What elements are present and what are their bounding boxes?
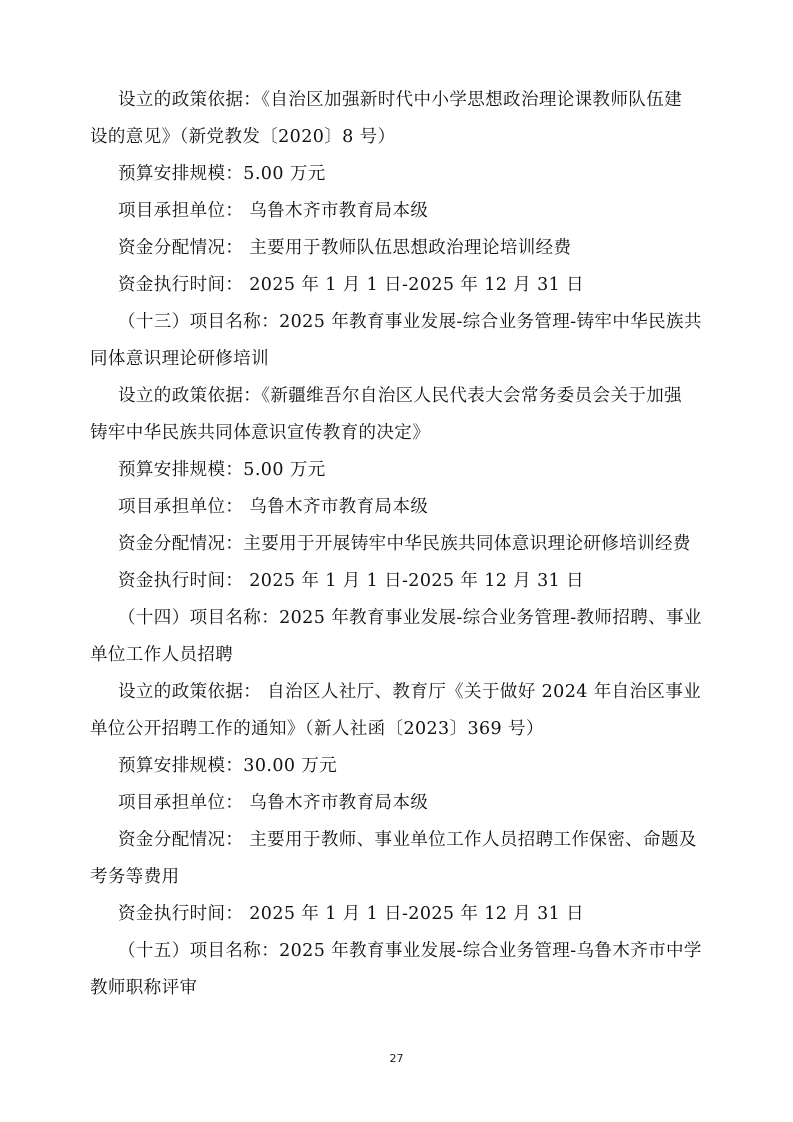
text-line: 资金执行时间： 2025 年 1 月 1 日-2025 年 12 月 31 日 <box>118 275 585 295</box>
text-line: 设立的政策依据：《自治区加强新时代中小学思想政治理论课教师队伍建 <box>118 90 683 110</box>
text-line: 预算安排规模：30.00 万元 <box>118 756 338 776</box>
text-line: 设立的政策依据：《新疆维吾尔自治区人民代表大会常务委员会关于加强 <box>118 386 683 406</box>
section-heading: 教师职称评审 <box>90 978 198 998</box>
text-line: 设立的政策依据： 自治区人社厅、教育厅《关于做好 2024 年自治区事业 <box>118 682 702 702</box>
section-heading: （十三）项目名称：2025 年教育事业发展-综合业务管理-铸牢中华民族共 <box>118 312 702 332</box>
text-line: 资金分配情况： 主要用于教师、事业单位工作人员招聘工作保密、命题及 <box>118 830 697 850</box>
text-line: 项目承担单位： 乌鲁木齐市教育局本级 <box>118 201 429 221</box>
section-heading: （十四）项目名称：2025 年教育事业发展-综合业务管理-教师招聘、事业 <box>118 608 702 628</box>
text-line: 资金执行时间： 2025 年 1 月 1 日-2025 年 12 月 31 日 <box>118 571 585 591</box>
text-line: 铸牢中华民族共同体意识宣传教育的决定》 <box>90 423 431 443</box>
text-line: 考务等费用 <box>90 867 180 887</box>
text-line: 单位公开招聘工作的通知》（新人社函〔2023〕369 号） <box>90 719 544 739</box>
text-line: 设的意见》（新党教发〔2020〕8 号） <box>90 127 396 147</box>
section-heading: （十五）项目名称：2025 年教育事业发展-综合业务管理-乌鲁木齐市中学 <box>118 941 702 961</box>
text-line: 预算安排规模：5.00 万元 <box>118 460 326 480</box>
text-line: 资金执行时间： 2025 年 1 月 1 日-2025 年 12 月 31 日 <box>118 904 585 924</box>
text-line: 项目承担单位： 乌鲁木齐市教育局本级 <box>118 793 429 813</box>
page-number: 27 <box>389 1052 404 1065</box>
text-line: 资金分配情况：主要用于开展铸牢中华民族共同体意识理论研修培训经费 <box>118 534 691 554</box>
section-heading: 单位工作人员招聘 <box>90 645 234 665</box>
text-line: 项目承担单位： 乌鲁木齐市教育局本级 <box>118 497 429 517</box>
text-line: 预算安排规模：5.00 万元 <box>118 164 326 184</box>
text-line: 资金分配情况： 主要用于教师队伍思想政治理论培训经费 <box>118 238 572 258</box>
section-heading: 同体意识理论研修培训 <box>90 349 269 369</box>
